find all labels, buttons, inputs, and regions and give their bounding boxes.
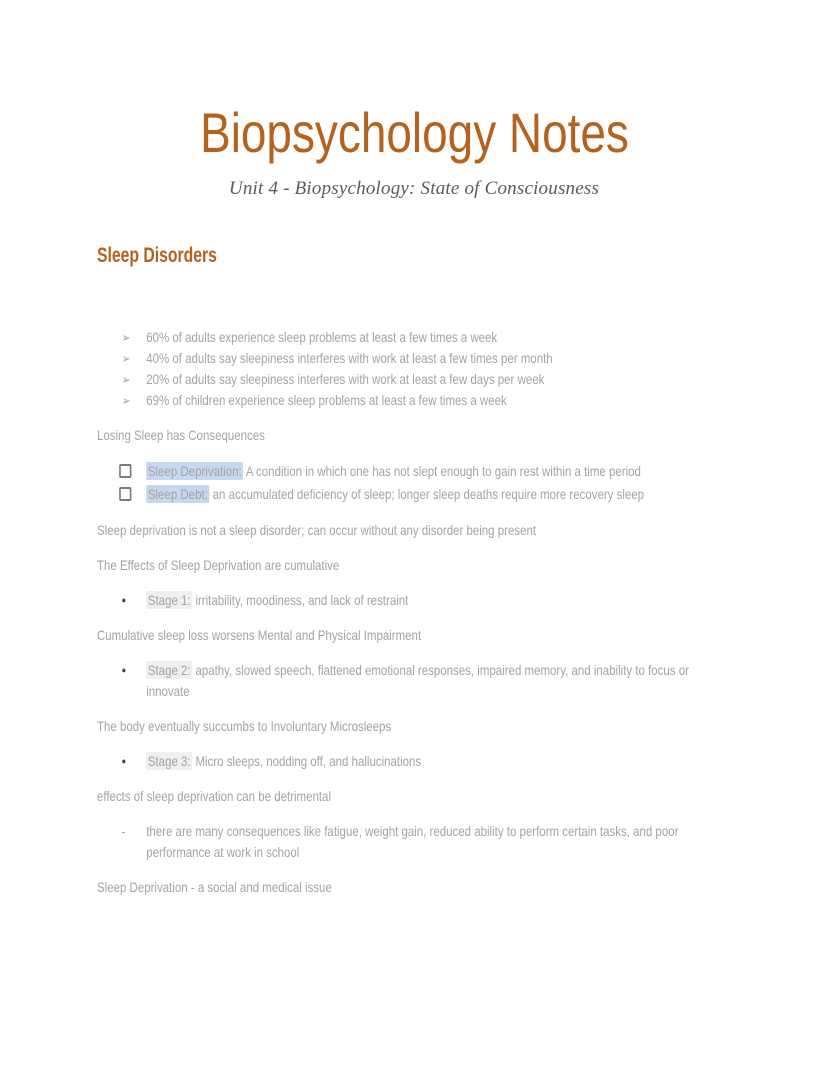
checkbox-list-item: [97, 460, 731, 483]
list-item: [97, 327, 731, 348]
stage-text: apathy, slowed speech, flattened emotional responses, impaired memory, and inability to focus or innovate: [146, 662, 689, 699]
list-item-text: 20% of adults say sleepiness interferes with work at least a few days per week: [146, 371, 545, 387]
highlighted-term: Sleep Debt:: [147, 486, 208, 502]
list-item-text: 40% of adults say sleepiness interferes with work at least a few times per month: [146, 350, 553, 366]
definition-text: A condition in which one has not slept enough to gain rest within a time period: [243, 463, 641, 479]
section-heading-text: Sleep Disorders: [97, 244, 217, 267]
list-item: [97, 369, 731, 390]
paragraph: Cumulative sleep loss worsens Mental and Physical Impairment: [97, 627, 422, 643]
paragraph: The Effects of Sleep Deprivation are cumulative: [97, 557, 340, 573]
arrow-bullet-icon: ➢: [121, 330, 131, 345]
paragraph: Losing Sleep has Consequences: [97, 427, 265, 443]
stage-list-item: [97, 590, 731, 611]
arrow-bullet-icon: ➢: [121, 372, 131, 387]
document-body: [97, 242, 828, 898]
stats-list: [97, 327, 731, 411]
list-item-text: 69% of children experience sleep problems at least a few times a week: [146, 392, 507, 408]
page-subtitle: Unit 4 - Biopsychology: State of Consciousness: [228, 178, 600, 199]
checkbox-icon[interactable]: [119, 487, 131, 501]
highlighted-term: Stage 1:: [147, 592, 191, 608]
stage-list-item: [97, 751, 731, 772]
paragraph: Sleep deprivation is not a sleep disorder; can occur without any disorder being present: [97, 522, 537, 538]
highlighted-term: Stage 2:: [147, 662, 191, 678]
highlighted-term: Sleep Deprivation:: [147, 463, 242, 479]
stage-text: Micro sleeps, nodding off, and hallucinations: [192, 753, 422, 769]
dash-item-text: there are many consequences like fatigue, weight gain, reduced ability to perform certain tasks, and poor performance at work in school: [146, 823, 679, 860]
stage-list-item: [97, 660, 731, 702]
definitions-list: [97, 460, 731, 506]
stage-text: irritability, moodiness, and lack of restraint: [192, 592, 409, 608]
list-item-text: 60% of adults experience sleep problems at least a few times a week: [146, 329, 498, 345]
paragraph: Sleep Deprivation - a social and medical issue: [97, 879, 332, 895]
dash-list-item: [97, 821, 731, 863]
definition-text: an accumulated deficiency of sleep; longer sleep deaths require more recovery sleep: [209, 486, 645, 502]
page-title-text: Biopsychology Notes: [199, 101, 629, 164]
arrow-bullet-icon: ➢: [121, 351, 131, 366]
paragraph: effects of sleep deprivation can be detrimental: [97, 788, 331, 804]
bullet-icon: ●: [121, 595, 127, 605]
arrow-bullet-icon: ➢: [121, 393, 131, 408]
page-title: [0, 0, 828, 164]
bullet-icon: ●: [121, 665, 127, 675]
dash-bullet-icon: -: [121, 823, 126, 839]
section-heading: [97, 242, 828, 269]
list-item: [97, 390, 731, 411]
checkbox-list-item: [97, 483, 731, 506]
list-item: [97, 348, 731, 369]
text-column: [97, 327, 731, 898]
bullet-icon: ●: [121, 756, 127, 766]
checkbox-icon[interactable]: [119, 464, 131, 478]
paragraph: The body eventually succumbs to Involuntary Microsleeps: [97, 718, 392, 734]
highlighted-term: Stage 3:: [147, 753, 191, 769]
